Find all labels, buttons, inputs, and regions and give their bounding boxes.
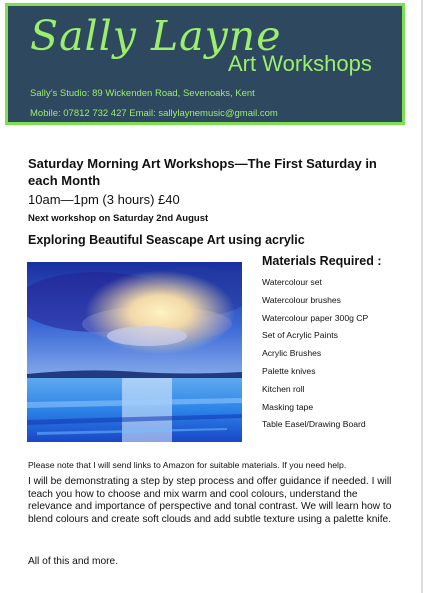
seascape-painting: [27, 262, 242, 442]
material-item: Masking tape: [262, 401, 314, 412]
workshop-subject: Exploring Beautiful Seascape Art using acrylic: [28, 233, 305, 247]
studio-address: Sally’s Studio: 89 Wickenden Road, Sevenoaks, Kent: [30, 88, 255, 99]
material-item: Kitchen roll: [262, 383, 305, 394]
brand-signature: Sally Layne: [30, 12, 282, 60]
materials-list: [262, 276, 368, 436]
workshop-heading: Saturday Morning Art Workshops—The First Saturday in each Month: [28, 156, 377, 188]
closing-line: All of this and more.: [28, 556, 119, 567]
workshop-times: 10am—1pm (3 hours) £40: [28, 192, 180, 207]
workshop-description: I will be demonstrating a step by step process and offer guidance if needed. I will teach you how to choose and mix warm and cool colours, understand the relevance and importance of perspective and tonal contrast. We will learn how to blend colours and create soft clouds and add subtle texture using a palette knife.: [28, 476, 392, 525]
material-item: Watercolour set: [262, 277, 322, 287]
header-banner: [5, 3, 405, 125]
material-item: Acrylic Brushes: [262, 348, 322, 359]
material-item: Set of Acrylic Paints: [262, 330, 338, 341]
materials-heading: Materials Required :: [262, 254, 382, 268]
brand-title: Art Workshops: [228, 51, 372, 76]
material-item: Watercolour brushes: [262, 294, 341, 305]
material-item: Palette knives: [262, 365, 316, 376]
seascape-painting-graphic: [27, 262, 242, 442]
next-workshop: Next workshop on Saturday 2nd August: [28, 213, 209, 224]
materials-note: Please note that I will send links to Amazon for suitable materials. If you need help.: [28, 460, 347, 470]
contact-details: Mobile: 07812 732 427 Email: sallylaynemusic@gmail.com: [30, 108, 278, 119]
material-item: Watercolour paper 300g CP: [262, 312, 369, 323]
material-item: Table Easel/Drawing Board: [262, 419, 366, 430]
